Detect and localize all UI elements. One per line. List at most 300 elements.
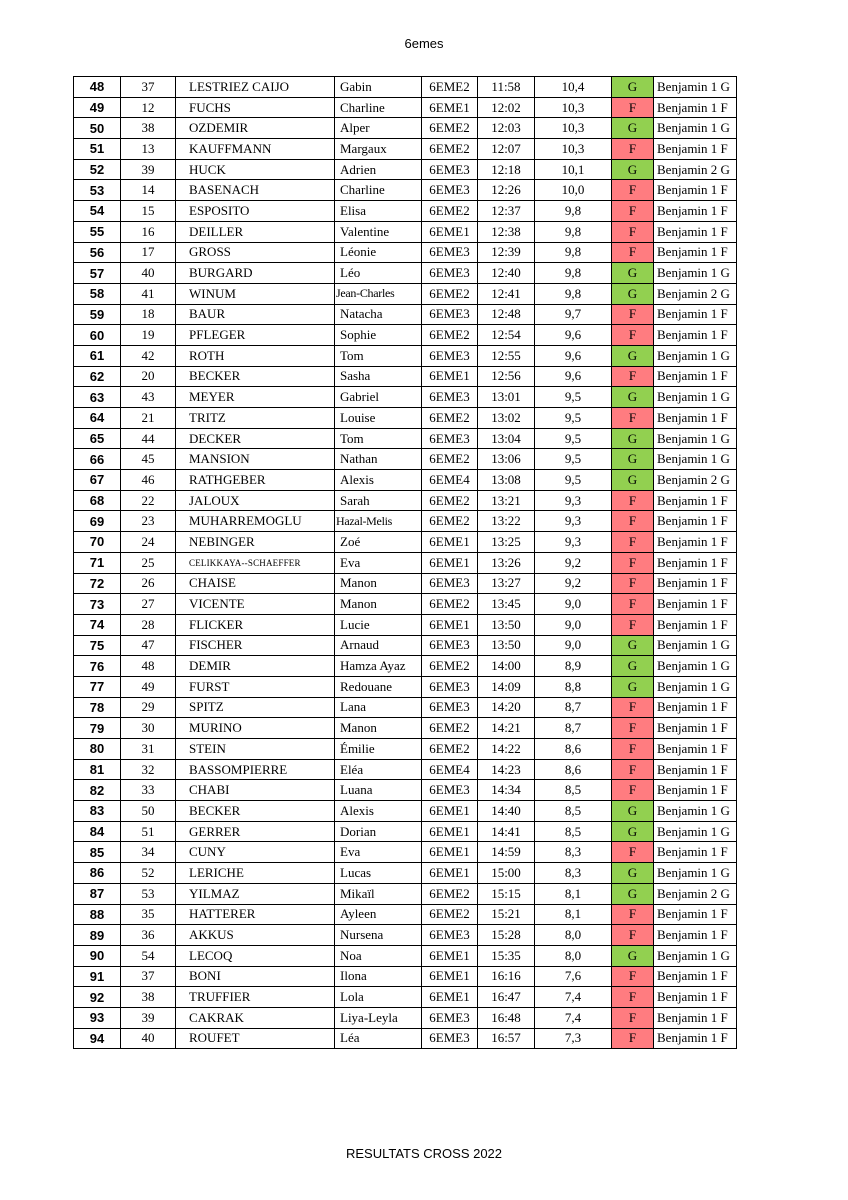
category-cell: Benjamin 1 F	[654, 966, 737, 987]
class-cell: 6EME3	[422, 159, 478, 180]
time-cell: 13:26	[478, 552, 535, 573]
speed-cell: 9,3	[535, 490, 612, 511]
category-cell: Benjamin 1 F	[654, 325, 737, 346]
time-cell: 16:47	[478, 987, 535, 1008]
last-name-cell: DEMIR	[176, 656, 335, 677]
speed-cell: 9,3	[535, 511, 612, 532]
speed-cell: 7,3	[535, 1028, 612, 1049]
category-cell: Benjamin 2 G	[654, 470, 737, 491]
gender-cell: F	[612, 221, 654, 242]
gender-cell: F	[612, 366, 654, 387]
gender-cell: G	[612, 883, 654, 904]
time-cell: 12:26	[478, 180, 535, 201]
bib-number-cell: 52	[121, 863, 176, 884]
gender-cell: G	[612, 449, 654, 470]
last-name-cell: OZDEMIR	[176, 118, 335, 139]
speed-cell: 8,9	[535, 656, 612, 677]
rank-cell: 87	[74, 883, 121, 904]
rank-cell: 59	[74, 304, 121, 325]
speed-cell: 8,5	[535, 801, 612, 822]
bib-number-cell: 33	[121, 780, 176, 801]
gender-cell: G	[612, 345, 654, 366]
speed-cell: 8,5	[535, 780, 612, 801]
last-name-cell: AKKUS	[176, 925, 335, 946]
category-cell: Benjamin 1 F	[654, 532, 737, 553]
gender-cell: F	[612, 966, 654, 987]
table-row	[74, 470, 737, 491]
category-cell: Benjamin 1 F	[654, 511, 737, 532]
gender-cell: F	[612, 780, 654, 801]
speed-cell: 9,8	[535, 263, 612, 284]
category-cell: Benjamin 1 F	[654, 201, 737, 222]
rank-cell: 57	[74, 263, 121, 284]
rank-cell: 50	[74, 118, 121, 139]
gender-cell: F	[612, 594, 654, 615]
speed-cell: 8,3	[535, 863, 612, 884]
table-row	[74, 552, 737, 573]
last-name-cell: WINUM	[176, 283, 335, 304]
speed-cell: 9,5	[535, 408, 612, 429]
last-name-cell: RATHGEBER	[176, 470, 335, 491]
table-row	[74, 159, 737, 180]
bib-number-cell: 13	[121, 139, 176, 160]
category-cell: Benjamin 1 F	[654, 573, 737, 594]
speed-cell: 7,4	[535, 1007, 612, 1028]
table-row	[74, 180, 737, 201]
last-name-cell: MEYER	[176, 387, 335, 408]
first-name-cell: Adrien	[335, 159, 422, 180]
rank-cell: 48	[74, 77, 121, 98]
table-row	[74, 697, 737, 718]
last-name-cell: BONI	[176, 966, 335, 987]
speed-cell: 10,3	[535, 118, 612, 139]
speed-cell: 9,8	[535, 201, 612, 222]
rank-cell: 53	[74, 180, 121, 201]
class-cell: 6EME1	[422, 821, 478, 842]
class-cell: 6EME3	[422, 635, 478, 656]
last-name-cell: KAUFFMANN	[176, 139, 335, 160]
time-cell: 13:27	[478, 573, 535, 594]
time-cell: 16:48	[478, 1007, 535, 1028]
rank-cell: 68	[74, 490, 121, 511]
time-cell: 14:09	[478, 676, 535, 697]
category-cell: Benjamin 1 G	[654, 821, 737, 842]
category-cell: Benjamin 1 F	[654, 552, 737, 573]
speed-cell: 8,7	[535, 697, 612, 718]
last-name-cell: BURGARD	[176, 263, 335, 284]
gender-cell: G	[612, 676, 654, 697]
category-cell: Benjamin 1 F	[654, 842, 737, 863]
speed-cell: 8,7	[535, 718, 612, 739]
last-name-cell: CUNY	[176, 842, 335, 863]
last-name-cell: GERRER	[176, 821, 335, 842]
last-name-cell: FUCHS	[176, 97, 335, 118]
table-row	[74, 490, 737, 511]
table-row	[74, 904, 737, 925]
first-name-cell: Manon	[335, 594, 422, 615]
rank-cell: 77	[74, 676, 121, 697]
gender-cell: F	[612, 408, 654, 429]
time-cell: 12:18	[478, 159, 535, 180]
last-name-cell: NEBINGER	[176, 532, 335, 553]
category-cell: Benjamin 1 G	[654, 77, 737, 98]
time-cell: 12:02	[478, 97, 535, 118]
class-cell: 6EME1	[422, 842, 478, 863]
first-name-cell: Alexis	[335, 470, 422, 491]
last-name-cell: GROSS	[176, 242, 335, 263]
time-cell: 15:35	[478, 945, 535, 966]
gender-cell: G	[612, 159, 654, 180]
speed-cell: 8,5	[535, 821, 612, 842]
category-cell: Benjamin 2 G	[654, 883, 737, 904]
table-row	[74, 739, 737, 760]
last-name-cell: BAUR	[176, 304, 335, 325]
speed-cell: 10,4	[535, 77, 612, 98]
first-name-cell: Margaux	[335, 139, 422, 160]
time-cell: 12:38	[478, 221, 535, 242]
bib-number-cell: 38	[121, 118, 176, 139]
last-name-cell: MUHARREMOGLU	[176, 511, 335, 532]
time-cell: 14:20	[478, 697, 535, 718]
bib-number-cell: 40	[121, 1028, 176, 1049]
class-cell: 6EME3	[422, 780, 478, 801]
category-cell: Benjamin 1 G	[654, 387, 737, 408]
first-name-cell: Elisa	[335, 201, 422, 222]
time-cell: 14:21	[478, 718, 535, 739]
first-name-cell: Hamza Ayaz	[335, 656, 422, 677]
first-name-cell: Tom	[335, 428, 422, 449]
table-row	[74, 883, 737, 904]
speed-cell: 8,1	[535, 883, 612, 904]
bib-number-cell: 35	[121, 904, 176, 925]
category-cell: Benjamin 1 G	[654, 656, 737, 677]
last-name-cell: FURST	[176, 676, 335, 697]
gender-cell: F	[612, 180, 654, 201]
time-cell: 12:48	[478, 304, 535, 325]
gender-cell: F	[612, 242, 654, 263]
class-cell: 6EME3	[422, 263, 478, 284]
speed-cell: 9,5	[535, 470, 612, 491]
class-cell: 6EME1	[422, 966, 478, 987]
time-cell: 13:50	[478, 635, 535, 656]
last-name-cell: BECKER	[176, 801, 335, 822]
table-row	[74, 759, 737, 780]
category-cell: Benjamin 1 F	[654, 221, 737, 242]
first-name-cell: Liya-Leyla	[335, 1007, 422, 1028]
page-header: 6emes	[404, 36, 444, 51]
last-name-cell: PFLEGER	[176, 325, 335, 346]
speed-cell: 9,5	[535, 387, 612, 408]
bib-number-cell: 37	[121, 966, 176, 987]
time-cell: 14:40	[478, 801, 535, 822]
bib-number-cell: 40	[121, 263, 176, 284]
speed-cell: 7,6	[535, 966, 612, 987]
bib-number-cell: 51	[121, 821, 176, 842]
speed-cell: 8,6	[535, 739, 612, 760]
first-name-cell: Louise	[335, 408, 422, 429]
gender-cell: F	[612, 759, 654, 780]
speed-cell: 8,8	[535, 676, 612, 697]
class-cell: 6EME1	[422, 366, 478, 387]
bib-number-cell: 48	[121, 656, 176, 677]
rank-cell: 67	[74, 470, 121, 491]
bib-number-cell: 16	[121, 221, 176, 242]
time-cell: 16:16	[478, 966, 535, 987]
bib-number-cell: 25	[121, 552, 176, 573]
class-cell: 6EME1	[422, 987, 478, 1008]
first-name-cell: Mikaïl	[335, 883, 422, 904]
class-cell: 6EME1	[422, 552, 478, 573]
first-name-cell: Lucie	[335, 614, 422, 635]
category-cell: Benjamin 1 F	[654, 987, 737, 1008]
gender-cell: G	[612, 945, 654, 966]
gender-cell: F	[612, 325, 654, 346]
category-cell: Benjamin 2 G	[654, 283, 737, 304]
rank-cell: 75	[74, 635, 121, 656]
speed-cell: 9,7	[535, 304, 612, 325]
first-name-cell: Hazal-Melis	[335, 511, 422, 532]
last-name-cell: DEILLER	[176, 221, 335, 242]
category-cell: Benjamin 1 G	[654, 449, 737, 470]
bib-number-cell: 24	[121, 532, 176, 553]
last-name-cell: MANSION	[176, 449, 335, 470]
first-name-cell: Gabin	[335, 77, 422, 98]
bib-number-cell: 47	[121, 635, 176, 656]
first-name-cell: Lucas	[335, 863, 422, 884]
first-name-cell: Luana	[335, 780, 422, 801]
rank-cell: 60	[74, 325, 121, 346]
gender-cell: F	[612, 697, 654, 718]
last-name-cell: SPITZ	[176, 697, 335, 718]
class-cell: 6EME2	[422, 408, 478, 429]
last-name-cell: ESPOSITO	[176, 201, 335, 222]
category-cell: Benjamin 1 F	[654, 718, 737, 739]
speed-cell: 9,3	[535, 532, 612, 553]
rank-cell: 49	[74, 97, 121, 118]
class-cell: 6EME2	[422, 594, 478, 615]
bib-number-cell: 18	[121, 304, 176, 325]
rank-cell: 78	[74, 697, 121, 718]
gender-cell: F	[612, 304, 654, 325]
class-cell: 6EME2	[422, 325, 478, 346]
first-name-cell: Eléa	[335, 759, 422, 780]
category-cell: Benjamin 1 F	[654, 697, 737, 718]
time-cell: 12:56	[478, 366, 535, 387]
bib-number-cell: 29	[121, 697, 176, 718]
category-cell: Benjamin 1 G	[654, 863, 737, 884]
first-name-cell: Zoé	[335, 532, 422, 553]
gender-cell: F	[612, 987, 654, 1008]
rank-cell: 69	[74, 511, 121, 532]
first-name-cell: Sasha	[335, 366, 422, 387]
speed-cell: 8,6	[535, 759, 612, 780]
class-cell: 6EME2	[422, 718, 478, 739]
first-name-cell: Nathan	[335, 449, 422, 470]
time-cell: 13:50	[478, 614, 535, 635]
category-cell: Benjamin 1 F	[654, 408, 737, 429]
table-row	[74, 532, 737, 553]
category-cell: Benjamin 1 G	[654, 263, 737, 284]
gender-cell: F	[612, 1028, 654, 1049]
bib-number-cell: 21	[121, 408, 176, 429]
class-cell: 6EME1	[422, 863, 478, 884]
time-cell: 15:21	[478, 904, 535, 925]
speed-cell: 9,2	[535, 552, 612, 573]
category-cell: Benjamin 1 F	[654, 490, 737, 511]
table-row	[74, 1007, 737, 1028]
last-name-cell: CAKRAK	[176, 1007, 335, 1028]
speed-cell: 9,2	[535, 573, 612, 594]
class-cell: 6EME3	[422, 180, 478, 201]
gender-cell: F	[612, 139, 654, 160]
class-cell: 6EME4	[422, 470, 478, 491]
class-cell: 6EME3	[422, 387, 478, 408]
time-cell: 13:04	[478, 428, 535, 449]
first-name-cell: Noa	[335, 945, 422, 966]
bib-number-cell: 44	[121, 428, 176, 449]
last-name-cell: BASSOMPIERRE	[176, 759, 335, 780]
rank-cell: 74	[74, 614, 121, 635]
class-cell: 6EME4	[422, 759, 478, 780]
table-row	[74, 387, 737, 408]
rank-cell: 66	[74, 449, 121, 470]
rank-cell: 79	[74, 718, 121, 739]
time-cell: 15:15	[478, 883, 535, 904]
class-cell: 6EME2	[422, 904, 478, 925]
first-name-cell: Charline	[335, 97, 422, 118]
bib-number-cell: 36	[121, 925, 176, 946]
class-cell: 6EME2	[422, 283, 478, 304]
rank-cell: 54	[74, 201, 121, 222]
bib-number-cell: 17	[121, 242, 176, 263]
category-cell: Benjamin 1 F	[654, 304, 737, 325]
class-cell: 6EME3	[422, 676, 478, 697]
bib-number-cell: 39	[121, 1007, 176, 1028]
bib-number-cell: 32	[121, 759, 176, 780]
gender-cell: F	[612, 490, 654, 511]
results-table-body	[74, 77, 737, 1049]
class-cell: 6EME2	[422, 511, 478, 532]
bib-number-cell: 54	[121, 945, 176, 966]
category-cell: Benjamin 1 F	[654, 739, 737, 760]
bib-number-cell: 30	[121, 718, 176, 739]
speed-cell: 9,6	[535, 366, 612, 387]
first-name-cell: Jean-Charles	[335, 283, 422, 304]
table-row	[74, 283, 737, 304]
time-cell: 13:01	[478, 387, 535, 408]
category-cell: Benjamin 1 F	[654, 97, 737, 118]
rank-cell: 52	[74, 159, 121, 180]
first-name-cell: Émilie	[335, 739, 422, 760]
bib-number-cell: 19	[121, 325, 176, 346]
speed-cell: 10,3	[535, 97, 612, 118]
rank-cell: 92	[74, 987, 121, 1008]
time-cell: 15:00	[478, 863, 535, 884]
category-cell: Benjamin 1 G	[654, 635, 737, 656]
class-cell: 6EME2	[422, 118, 478, 139]
rank-cell: 72	[74, 573, 121, 594]
category-cell: Benjamin 1 F	[654, 366, 737, 387]
bib-number-cell: 37	[121, 77, 176, 98]
class-cell: 6EME2	[422, 883, 478, 904]
gender-cell: F	[612, 739, 654, 760]
last-name-cell: DECKER	[176, 428, 335, 449]
rank-cell: 71	[74, 552, 121, 573]
last-name-cell: TRUFFIER	[176, 987, 335, 1008]
table-row	[74, 345, 737, 366]
gender-cell: G	[612, 428, 654, 449]
bib-number-cell: 20	[121, 366, 176, 387]
table-row	[74, 821, 737, 842]
time-cell: 13:21	[478, 490, 535, 511]
results-table	[73, 76, 737, 1049]
bib-number-cell: 50	[121, 801, 176, 822]
rank-cell: 56	[74, 242, 121, 263]
rank-cell: 84	[74, 821, 121, 842]
rank-cell: 90	[74, 945, 121, 966]
table-row	[74, 242, 737, 263]
category-cell: Benjamin 2 G	[654, 159, 737, 180]
gender-cell: F	[612, 201, 654, 222]
rank-cell: 83	[74, 801, 121, 822]
bib-number-cell: 27	[121, 594, 176, 615]
last-name-cell: TRITZ	[176, 408, 335, 429]
last-name-cell: LERICHE	[176, 863, 335, 884]
first-name-cell: Arnaud	[335, 635, 422, 656]
first-name-cell: Sophie	[335, 325, 422, 346]
rank-cell: 51	[74, 139, 121, 160]
gender-cell: F	[612, 925, 654, 946]
table-row	[74, 366, 737, 387]
speed-cell: 9,6	[535, 345, 612, 366]
first-name-cell: Manon	[335, 573, 422, 594]
gender-cell: G	[612, 863, 654, 884]
table-row	[74, 863, 737, 884]
rank-cell: 58	[74, 283, 121, 304]
bib-number-cell: 22	[121, 490, 176, 511]
bib-number-cell: 15	[121, 201, 176, 222]
speed-cell: 9,6	[535, 325, 612, 346]
gender-cell: F	[612, 904, 654, 925]
class-cell: 6EME2	[422, 139, 478, 160]
first-name-cell: Eva	[335, 552, 422, 573]
first-name-cell: Léonie	[335, 242, 422, 263]
last-name-cell: BASENACH	[176, 180, 335, 201]
first-name-cell: Eva	[335, 842, 422, 863]
table-row	[74, 449, 737, 470]
first-name-cell: Manon	[335, 718, 422, 739]
page-footer: RESULTATS CROSS 2022	[345, 1146, 503, 1161]
first-name-cell: Lana	[335, 697, 422, 718]
gender-cell: F	[612, 842, 654, 863]
gender-cell: G	[612, 283, 654, 304]
gender-cell: F	[612, 532, 654, 553]
rank-cell: 81	[74, 759, 121, 780]
class-cell: 6EME3	[422, 242, 478, 263]
time-cell: 14:41	[478, 821, 535, 842]
speed-cell: 9,5	[535, 449, 612, 470]
category-cell: Benjamin 1 F	[654, 904, 737, 925]
table-row	[74, 573, 737, 594]
gender-cell: G	[612, 118, 654, 139]
speed-cell: 9,8	[535, 221, 612, 242]
first-name-cell: Léo	[335, 263, 422, 284]
bib-number-cell: 42	[121, 345, 176, 366]
time-cell: 12:40	[478, 263, 535, 284]
time-cell: 13:22	[478, 511, 535, 532]
first-name-cell: Valentine	[335, 221, 422, 242]
class-cell: 6EME3	[422, 573, 478, 594]
